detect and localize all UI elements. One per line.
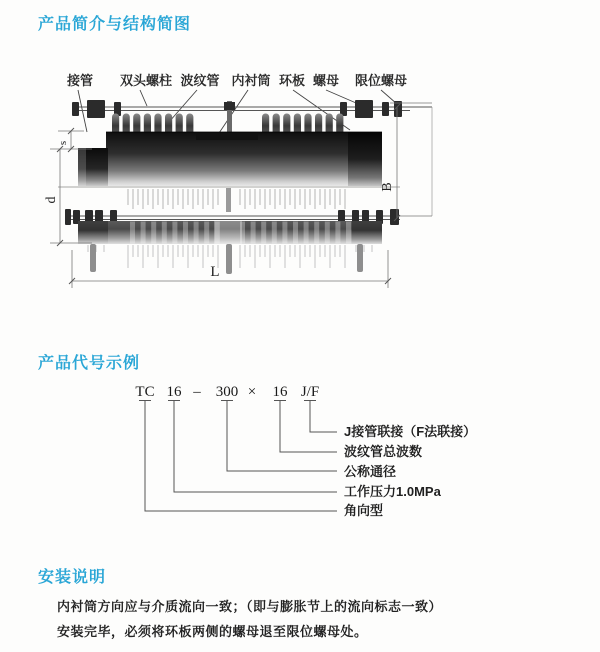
label-limit-nut: 限位螺母 [354,73,408,88]
intro-section-heading: 产品简介与结构简图 [38,16,192,33]
code-connector [174,401,337,493]
code-connector [280,401,337,453]
code-token-waves: 16 [272,384,288,400]
code-tokens [135,384,319,400]
explain-angular-type: 角向型 [344,503,384,518]
code-token-type: TC [135,384,155,400]
label-nut: 螺母 [312,73,340,88]
explain-wave-count: 波纹管总波数 [344,444,423,459]
install-section-heading: 安装说明 [38,569,107,586]
code-token-pressure: 16 [166,384,182,400]
code-connector [227,401,337,472]
code-token-conn: J/F [300,384,320,400]
install-note-line-1: 内衬筒方向应与介质流向一致；（即与膨胀节上的流向标志一致） [57,599,443,614]
label-stud-bolt: 双头螺柱 [119,73,173,88]
code-connector [310,401,337,433]
dim-label-L: L [210,264,220,280]
install-note-line-2: 安装完毕，必须将环板两侧的螺母退至限位螺母处。 [57,624,368,639]
code-connector-lines [139,401,337,512]
code-token-times: × [247,384,257,400]
dim-label-d: d [44,196,59,204]
code-explanations [344,424,476,518]
explain-connection: J接管联接（F法联接） [344,424,477,439]
dim-label-s: s [57,140,69,146]
dim-label-B: B [380,182,395,192]
label-connecting-pipe: 接管 [66,73,94,88]
label-ring-plate: 环板 [278,73,306,88]
code-token-diameter: 300 [215,384,239,400]
explain-nominal-dia: 公称通径 [344,464,397,479]
label-bellows: 波纹管 [180,73,220,88]
code-token-dash: – [193,384,201,400]
explain-work-pressure: 工作压力1.0MPa [344,484,441,499]
label-inner-sleeve: 内衬筒 [231,73,271,88]
code-section-heading: 产品代号示例 [38,355,141,372]
